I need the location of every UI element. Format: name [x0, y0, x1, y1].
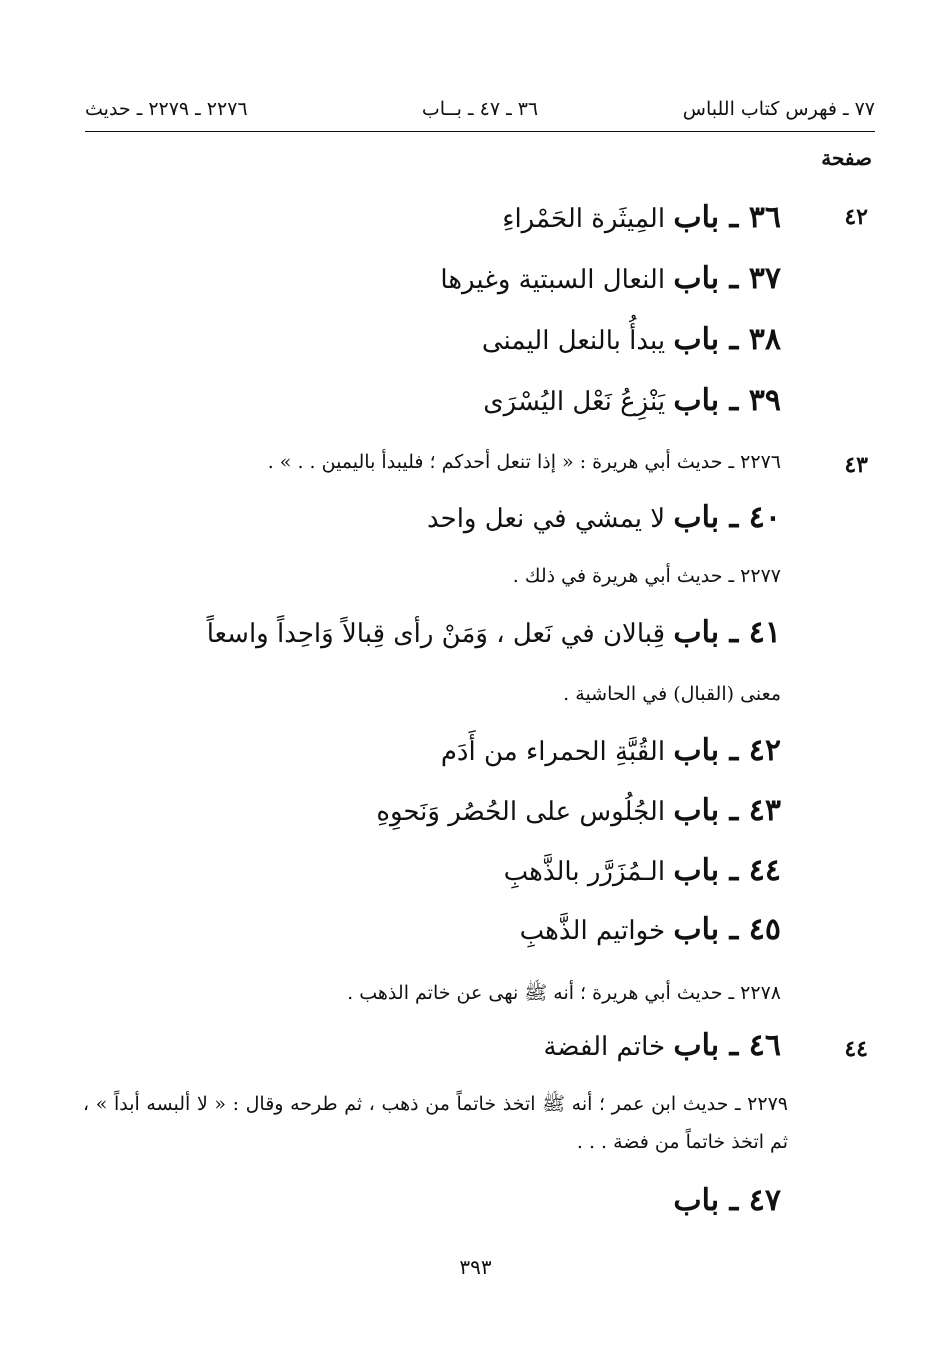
chapter-41 [207, 615, 781, 650]
chapter-46-title: خاتم الفضة [543, 1032, 674, 1062]
chapter-38 [482, 322, 781, 357]
page-number-42: ٤٢ [844, 204, 868, 230]
chapter-44 [504, 853, 781, 888]
chapter-45 [520, 912, 781, 947]
chapter-44-number: ٤٤ ـ باب [673, 853, 781, 888]
hadith-2277: ٢٢٧٧ ـ حديث أبي هريرة في ذلك . [512, 565, 781, 587]
page-column-label: صفحة [821, 146, 872, 170]
chapter-45-title: خواتيم الذَّهبِ [519, 916, 674, 946]
chapter-42-number: ٤٢ ـ باب [673, 733, 781, 768]
chapter-40-title: لا يمشي في نعل واحد [426, 504, 674, 534]
chapter-43-number: ٤٣ ـ باب [673, 793, 781, 828]
chapter-44-title: الـمُزَرَّر بالذَّهبِ [503, 857, 674, 887]
header-chapter-range: ٣٦ ـ ٤٧ ـ بــاب [421, 98, 539, 120]
hadith-2278: ٢٢٧٨ ـ حديث أبي هريرة ؛ أنه ﷺ نهى عن خاتم الذهب . [347, 982, 781, 1004]
header-book-title: ٧٧ ـ فهرس كتاب اللباس [682, 98, 875, 120]
page-number-43: ٤٣ [844, 452, 868, 478]
chapter-47-number: ٤٧ ـ باب [673, 1183, 781, 1218]
chapter-36-number: ٣٦ ـ باب [673, 200, 781, 235]
chapter-42-title: القُبَّةِ الحمراء من أَدَم [440, 737, 674, 767]
chapter-39-title: يَنْزِعُ نَعْل اليُسْرَى [483, 387, 674, 417]
chapter-47 [673, 1183, 781, 1218]
chapter-46 [543, 1028, 781, 1063]
chapter-40-number: ٤٠ ـ باب [673, 500, 781, 535]
running-header [85, 98, 875, 128]
chapter-43-title: الجُلُوس على الحُصُر وَنَحوِهِ [376, 797, 674, 827]
chapter-41-note: معنى (القبال) في الحاشية . [563, 683, 781, 705]
hadith-2279: ٢٢٧٩ ـ حديث ابن عمر ؛ أنه ﷺ اتخذ خاتماً من ذهب ، ثم طرحه وقال : « لا ألبسه أبداً » ، ثم اتخذ خاتماً من فضة . . . [83, 1093, 788, 1153]
chapter-37-title: النعال السبتية وغيرها [440, 265, 674, 295]
chapter-40 [427, 500, 781, 535]
chapter-45-number: ٤٥ ـ باب [673, 912, 781, 947]
chapter-42 [441, 733, 781, 768]
chapter-37-number: ٣٧ ـ باب [673, 261, 781, 296]
chapter-46-number: ٤٦ ـ باب [673, 1028, 781, 1063]
page-footer-number: ٣٩٣ [459, 1255, 492, 1279]
chapter-43 [376, 793, 781, 828]
chapter-38-number: ٣٨ ـ باب [673, 322, 781, 357]
chapter-36-title: المِيثَرة الحَمْراءِ [502, 204, 674, 234]
page-number-44: ٤٤ [844, 1036, 868, 1062]
chapter-39-number: ٣٩ ـ باب [673, 383, 781, 418]
chapter-39 [483, 383, 781, 418]
header-hadith-range: ٢٢٧٦ ـ ٢٢٧٩ ـ حديث [85, 98, 248, 120]
chapter-38-title: يبدأُ بالنعل اليمنى [481, 326, 674, 356]
chapter-41-title: قِبالان في نَعل ، وَمَنْ رأى قِبالاً وَاحِداً واسعاً [206, 619, 674, 649]
chapter-41-number: ٤١ ـ باب [673, 615, 781, 650]
chapter-36 [502, 200, 781, 235]
chapter-37 [440, 261, 781, 296]
header-rule [85, 131, 875, 132]
hadith-2276: ٢٢٧٦ ـ حديث أبي هريرة : « إذا تنعل أحدكم ؛ فليبدأ باليمين . . » . [267, 451, 781, 473]
